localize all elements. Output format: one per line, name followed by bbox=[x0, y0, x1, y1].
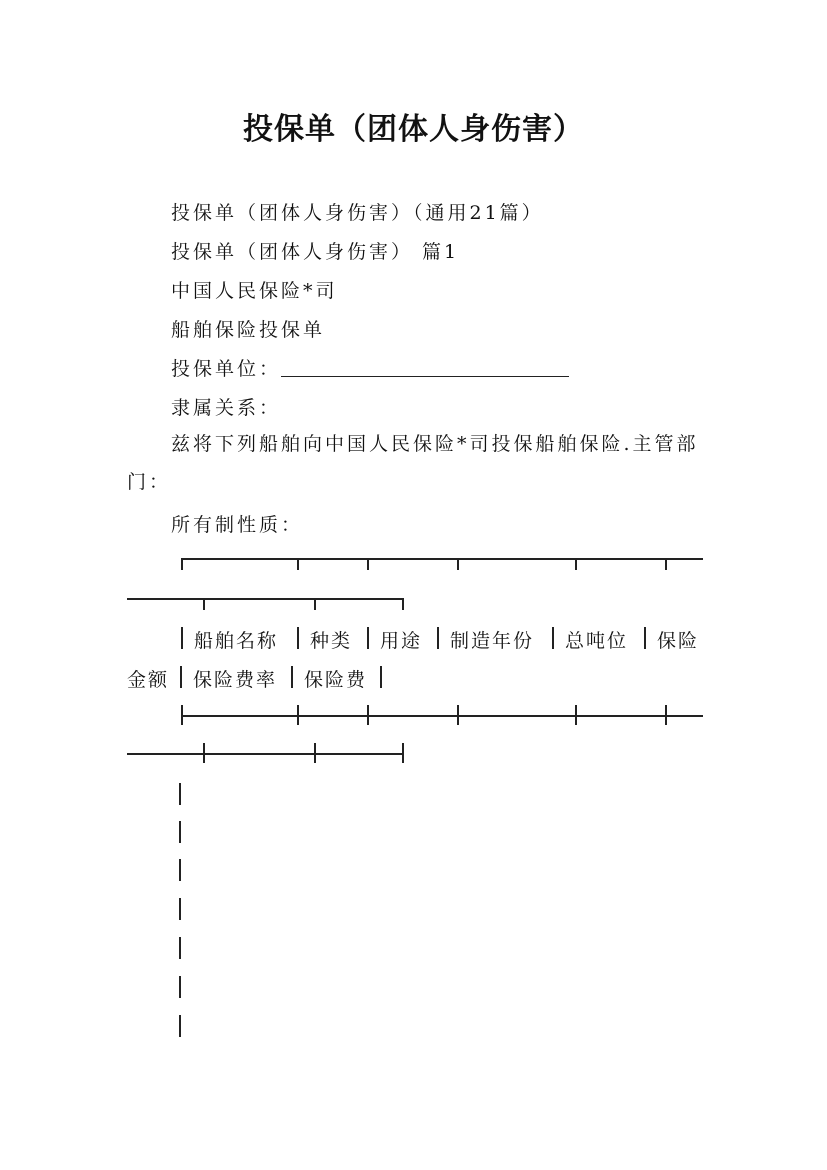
company-name: 中国人民保险*司 bbox=[171, 280, 338, 302]
column-header: 制造年份 bbox=[450, 630, 535, 652]
column-header: 金额 bbox=[127, 669, 170, 691]
insured-unit-row bbox=[171, 354, 569, 381]
column-header: 保险费 bbox=[304, 669, 368, 691]
column-header: 总吨位 bbox=[565, 630, 629, 652]
ownership-label: 所有制性质： bbox=[171, 514, 304, 536]
column-header: 种类 bbox=[310, 630, 353, 652]
column-header: 保险费率 bbox=[193, 669, 278, 691]
affiliation-label: 隶属关系： bbox=[171, 397, 282, 419]
insured-unit-field[interactable] bbox=[281, 358, 569, 377]
column-header: 船舶名称 bbox=[194, 630, 279, 652]
document-title: 投保单（团体人身伤害） bbox=[243, 112, 584, 147]
document-subtitle: 投保单（团体人身伤害）（通用21篇） bbox=[171, 202, 544, 224]
declaration-text: 兹将下列船舶向中国人民保险*司投保船舶保险.主管部门： bbox=[127, 433, 699, 493]
column-header: 用途 bbox=[380, 630, 423, 652]
form-name: 船舶保险投保单 bbox=[171, 319, 326, 341]
section-heading: 投保单（团体人身伤害） 篇1 bbox=[171, 241, 460, 263]
insured-unit-label: 投保单位： bbox=[171, 358, 282, 380]
column-header: 保险 bbox=[657, 630, 700, 652]
